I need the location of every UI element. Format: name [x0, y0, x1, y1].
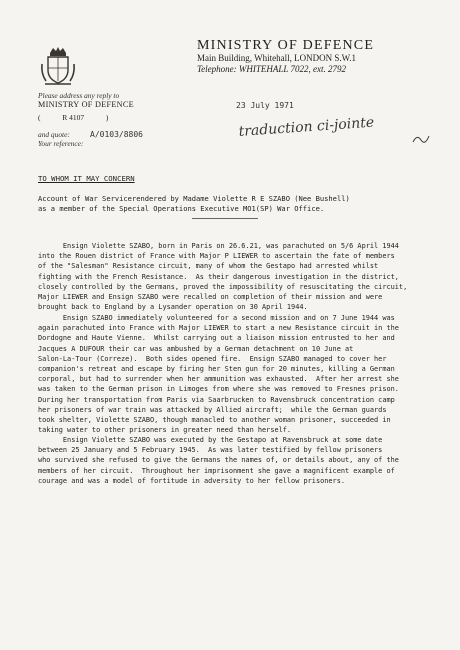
- account-intro: [38, 194, 458, 214]
- text-line: Ensign Violette SZABO was executed by the Gestapo at Ravensbruck at some date: [38, 436, 383, 444]
- text-line: took shelter, Violette SZABO, though manacled to another woman prisoner, succeeded in: [38, 416, 391, 425]
- text-line: into the Rouen district of France with Major P LIEWER to ascertain the fate of members: [38, 252, 395, 261]
- text-line: corporal, but had to surrender when her ammunition was exhausted. After her arrest she: [38, 375, 399, 384]
- text-line: courage and was a model of fortitude in adversity to her fellow prisoners.: [38, 476, 345, 485]
- text-line: who survived she refused to give the Germans the names of, or details about, any of the: [38, 456, 399, 465]
- quote-labels: [38, 130, 83, 148]
- text-line: of the "Salesman" Resistance circuit, many of whom the Gestapo had arrested whilst: [38, 262, 379, 271]
- paragraph-1: [38, 241, 458, 312]
- handwritten-annotation: [235, 112, 435, 152]
- reply-org: MINISTRY OF DEFENCE: [38, 100, 134, 109]
- divider: [192, 218, 258, 219]
- quote-value: A/0103/8806: [90, 130, 143, 139]
- text-line: Ensign SZABO immediately volunteered for a second mission and on 7 June 1944 was: [38, 314, 395, 322]
- paragraph-2: [38, 313, 458, 435]
- text-line: Jacques A DUFOUR their car was ambushed by a German detachment on 10 June at: [38, 344, 354, 353]
- text-line: fighting with the French Resistance. As their dangerous investigation in the district,: [38, 272, 399, 281]
- reference-box: ( R 4107 ): [38, 113, 109, 122]
- account-line: as a member of the Special Operations Executive MO1(SP) War Office.: [38, 204, 325, 213]
- and-quote-label: and quote:: [38, 130, 70, 139]
- your-reference-label: Your reference:: [38, 139, 84, 148]
- text-line: members of her circuit. Throughout her imprisonment she gave a magnificent example of: [38, 466, 395, 475]
- telephone-line: Telephone: WHITEHALL 7022, ext. 2792: [197, 64, 346, 74]
- text-line: Major LIEWER and Ensign SZABO were recalled on completion of their mission and were: [38, 293, 383, 302]
- text-line: brought back to England by a Lysander operation on 30 April 1944.: [38, 303, 308, 312]
- ministry-title: MINISTRY OF DEFENCE: [197, 38, 375, 53]
- text-line: taking water to other prisoners in greater need than herself.: [38, 426, 292, 435]
- text-line: was taken to the German prison in Limoges from where she was removed to Fresnes prison.: [38, 385, 399, 394]
- reference-number: R 4107: [62, 113, 85, 122]
- text-line: again parachuted into France with Major LIEWER to start a new Resistance circuit in the: [38, 324, 399, 333]
- text-line: closely controlled by the Germans, proved the impossibility of resuscitating the circuit,: [38, 282, 408, 291]
- royal-coat-of-arms-icon: [40, 44, 76, 88]
- letterhead: [197, 38, 447, 75]
- text-line: her prisoners of war train was attacked by Allied aircraft; while the German guards: [38, 405, 387, 414]
- account-line: Account of War Servicerendered by Madame Violette R E SZABO (Nee Bushell): [38, 194, 350, 203]
- text-line: companion's retreat and escape by firing her Sten gun for 20 minutes, killing a German: [38, 365, 395, 374]
- address-line: Main Building, Whitehall, LONDON S.W.1: [197, 53, 356, 63]
- letter-date: 23 July 1971: [236, 101, 294, 110]
- heading: TO WHOM IT MAY CONCERN: [38, 174, 135, 183]
- handwritten-note: traduction ci-jointe: [238, 114, 375, 140]
- paragraph-3: [38, 435, 458, 486]
- text-line: Ensign Violette SZABO, born in Paris on 26.6.21, was parachuted on 5/6 April 1944: [38, 242, 399, 250]
- text-line: between 25 January and 5 February 1945. As was later testified by fellow prisoners: [38, 446, 383, 455]
- text-line: Dordogne and Haute Vienne. Whilst carrying out a liaison mission entrusted to her and: [38, 334, 395, 343]
- text-line: Salon-La-Tour (Correze). Both sides opened fire. Ensign SZABO managed to cover her: [38, 354, 387, 363]
- text-line: During her transportation from Paris via Saarbrucken to Ravensbruck concentration camp: [38, 395, 395, 404]
- reply-instruction: Please address any reply to: [38, 91, 120, 100]
- reply-block: [38, 91, 198, 110]
